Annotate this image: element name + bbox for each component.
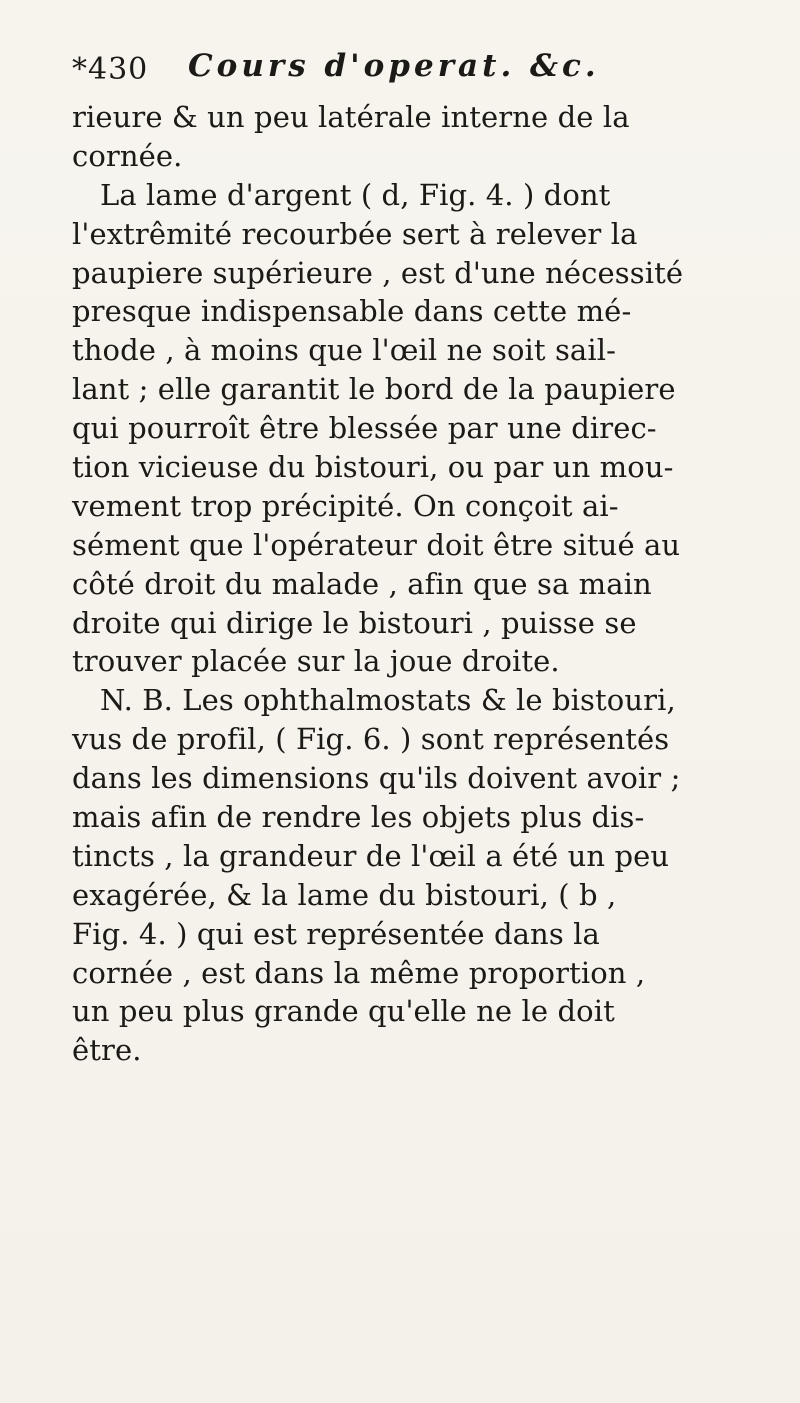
text-line: Fig. 4. ) qui est représentée dans la (72, 916, 600, 951)
text-line: trouver placée sur la joue droite. (72, 644, 560, 679)
text-line: N. B. Les ophthalmostats & le bistouri, (72, 683, 676, 718)
text-line: tion vicieuse du bistouri, ou par un mou- (72, 450, 674, 485)
text-line: thode , à moins que l'œil ne soit sail- (72, 333, 616, 368)
body-text (72, 98, 754, 1070)
running-title: Cours d'operat. &c. (188, 48, 600, 84)
text-line: La lame d'argent ( d, Fig. 4. ) dont (72, 177, 611, 212)
text-line: rieure & un peu latérale interne de la (72, 100, 630, 134)
text-line: qui pourroît être blessée par une direc- (72, 411, 657, 446)
page-header (72, 48, 752, 96)
text-line: être. (72, 1033, 142, 1068)
text-line: l'extrêmité recourbée sert à relever la (72, 216, 638, 251)
text-line: un peu plus grande qu'elle ne le doit (72, 994, 615, 1029)
text-line: droite qui dirige le bistouri , puisse se (72, 605, 637, 640)
text-line: mais afin de rendre les objets plus dis- (72, 800, 645, 835)
text-line: cornée. (72, 138, 183, 173)
text-line: exagérée, & la lame du bistouri, ( b , (72, 877, 617, 912)
text-line: côté droit du malade , afin que sa main (72, 566, 652, 601)
page-number: *430 (72, 52, 149, 87)
text-line: paupiere supérieure , est d'une nécessité (72, 255, 684, 290)
text-line: tincts , la grandeur de l'œil a été un peu (72, 838, 670, 873)
text-line: vus de profil, ( Fig. 6. ) sont représentés (72, 722, 670, 757)
text-line: dans les dimensions qu'ils doivent avoir ; (72, 761, 681, 796)
text-line: lant ; elle garantit le bord de la paupiere (72, 372, 676, 407)
text-line: vement trop précipité. On conçoit ai- (72, 488, 619, 523)
text-line: sément que l'opérateur doit être situé au (72, 527, 681, 562)
text-line: presque indispensable dans cette mé- (72, 294, 632, 329)
text-line: cornée , est dans la même proportion , (72, 955, 646, 990)
